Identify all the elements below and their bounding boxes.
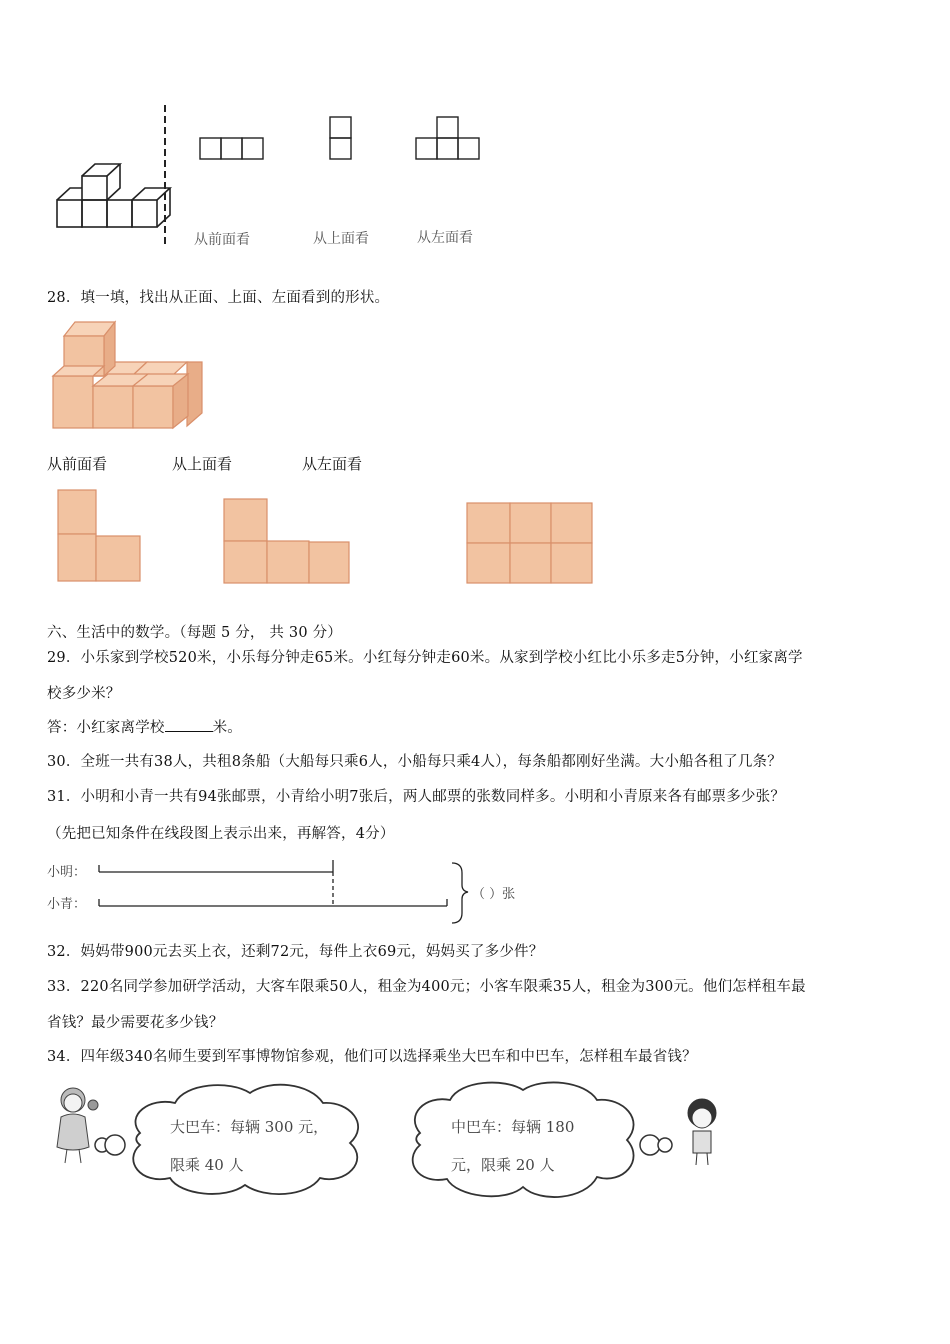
top-view-cell	[224, 499, 267, 541]
q29-answer-prefix: 答：小红家离学校	[47, 720, 165, 736]
top-view-label-top: 从上面看	[313, 231, 369, 247]
q31-brace-answer: （ ）张	[472, 887, 516, 902]
top-view-label-left: 从左面看	[417, 230, 473, 246]
q31-note: （先把已知条件在线段图上表示出来，再解答，4分）	[47, 826, 395, 842]
front-view-cell	[96, 536, 140, 581]
boy-figure	[688, 1099, 716, 1165]
left-view-cell	[551, 543, 592, 583]
q34-text: 34．四年级340名师生要到军事博物馆参观，他们可以选择乘坐大巴车和中巴车，怎样租车最省钱？	[47, 1049, 697, 1065]
top-view-cell	[267, 541, 309, 583]
top-view-cell	[309, 542, 349, 583]
q34-illustration	[45, 1075, 745, 1225]
q31-segment-diagram	[90, 855, 490, 927]
top-view-cell	[224, 541, 267, 583]
bubble-right-line2: 元，限乘 20 人	[451, 1156, 555, 1174]
left-view-cell	[467, 503, 510, 543]
cloud-right	[413, 1082, 634, 1197]
q28-label-left: 从左面看	[302, 455, 363, 473]
q29-answer	[47, 716, 242, 737]
q28-answer-views	[50, 485, 610, 590]
q28-cube-figure	[50, 318, 210, 433]
top-view-label-front: 从前面看	[194, 232, 250, 248]
left-view-cell	[467, 543, 510, 583]
front-view-cell	[58, 534, 96, 581]
q28-text: 28．填一填，找出从正面、上面、左面看到的形状。	[47, 290, 390, 306]
q32-text: 32．妈妈带900元去买上衣，还剩72元，每件上衣69元，妈妈买了多少件？	[47, 944, 544, 960]
q29-answer-blank[interactable]	[165, 719, 213, 732]
bubble-left-line2: 限乘 40 人	[170, 1156, 244, 1174]
left-view-cell	[510, 543, 551, 583]
q31-label-xiaoming: 小明：	[47, 865, 87, 880]
q28-label-top: 从上面看	[172, 455, 233, 473]
section6-title: 六、生活中的数学。（每题 5 分， 共 30 分）	[47, 625, 342, 641]
q33-line2: 省钱？最少需要花多少钱？	[47, 1015, 224, 1031]
top-view-drawing	[330, 117, 351, 159]
q33-line1: 33．220名同学参加研学活动，大客车限乘50人，租金为400元；小客车限乘35人，租金为300元。他们怎样租车最	[47, 979, 806, 995]
front-view-cell	[58, 490, 96, 534]
q31-label-xiaoqing: 小青：	[47, 897, 87, 912]
brace	[452, 863, 468, 923]
bubble-left-line1: 大巴车：每辆 300 元，	[170, 1118, 329, 1136]
q29-answer-suffix: 米。	[212, 720, 243, 736]
cube-stack-drawing	[57, 164, 170, 227]
q29-line2: 校多少米？	[47, 686, 121, 702]
girl-figure	[57, 1088, 98, 1163]
q28-label-front: 从前面看	[47, 455, 108, 473]
left-view-drawing	[416, 117, 479, 159]
q31-text: 31．小明和小青一共有94张邮票，小青给小明7张后，两人邮票的张数同样多。小明和小青原来各有邮票多少张？	[47, 789, 786, 805]
left-view-cell	[551, 503, 592, 543]
front-view-drawing	[200, 138, 263, 159]
left-view-cell	[510, 503, 551, 543]
q30-text: 30．全班一共有38人，共租8条船（大船每只乘6人，小船每只乘4人），每条船都刚好坐满。大小船各租了几条？	[47, 754, 782, 770]
q29-line1: 29．小乐家到学校520米，小乐每分钟走65米。小红每分钟走60米。从家到学校小红比小乐多走5分钟，小红家离学	[47, 650, 803, 666]
cloud-left	[133, 1085, 358, 1194]
bubble-right-line1: 中巴车：每辆 180	[451, 1118, 575, 1136]
